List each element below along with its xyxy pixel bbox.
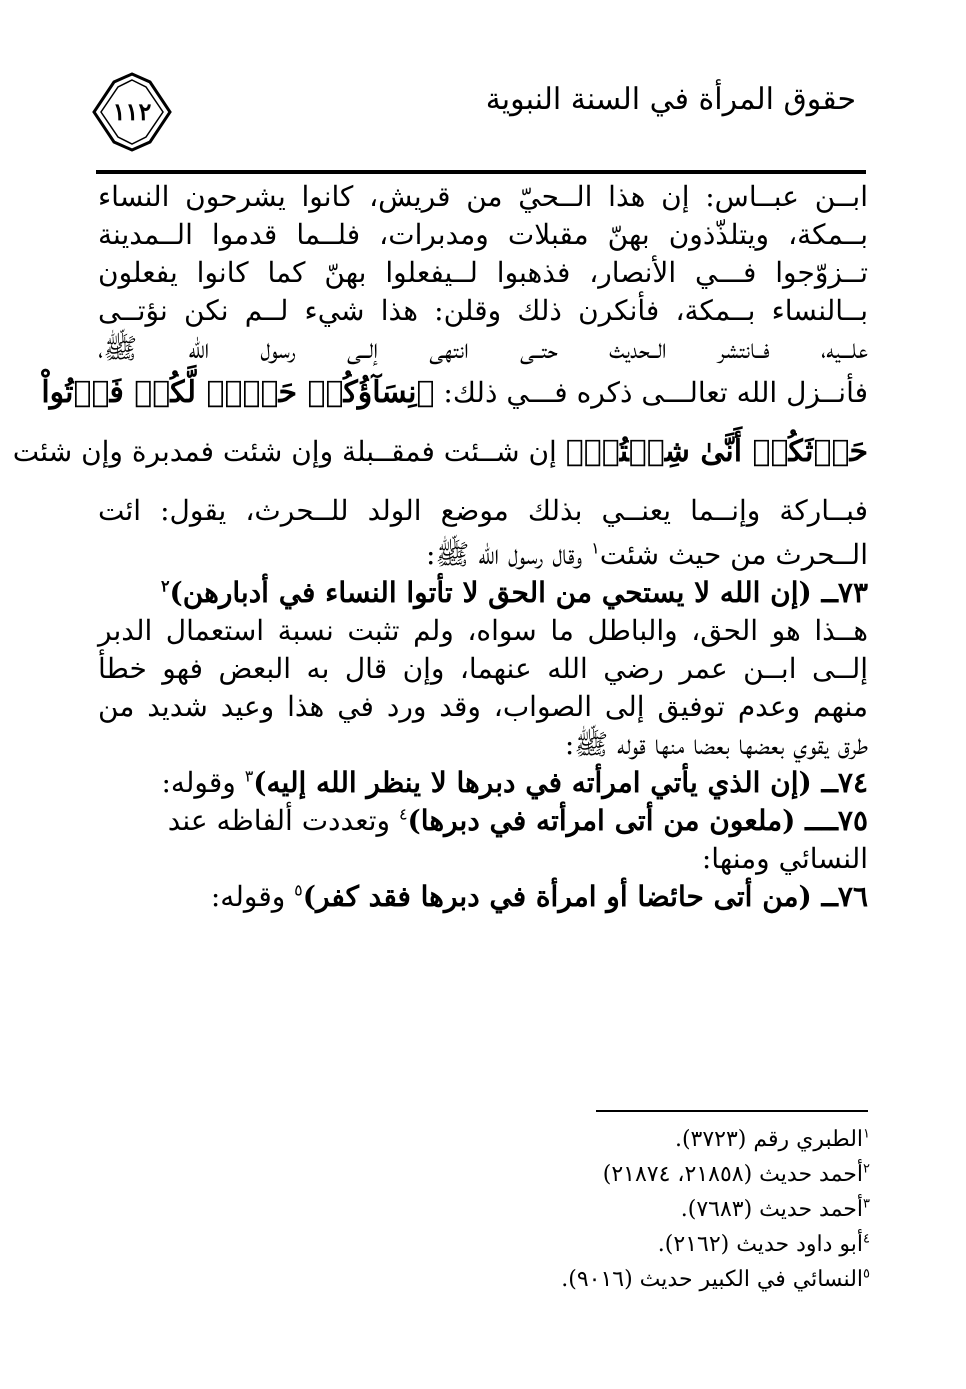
page-number-badge [92, 72, 172, 152]
footnote-ref: ٤ [398, 804, 408, 824]
footnote [561, 1192, 870, 1227]
hadith-number: ٧٤ــ [811, 766, 868, 799]
text-line: طرق يقوي بعضها بعضا منها قوله ﷺ: [564, 728, 868, 761]
hadith-73 [98, 574, 868, 612]
main-text [12, 178, 869, 916]
footnote-number: ٢ [863, 1161, 870, 1177]
footnote-text: النسائي في الكبير حديث (٩٠١٦). [561, 1267, 864, 1292]
text-line: إلــى ابــن عمر رضي الله عنهما، وإن قال به البعض فهو خطأ [98, 652, 869, 685]
text-line: بــمكة، ويتلذّذون بهنّ مقبلات ومدبرات، فلــما قدموا الــمدينة [98, 218, 868, 251]
text-segment: وقوله: [210, 880, 295, 913]
text-line [41, 368, 868, 418]
hadith-text: (من أتى حائضا أو امرأة في دبرها فقد كفر) [302, 880, 812, 913]
text-segment: وقوله: [161, 766, 245, 799]
text-line: ابــن عبــاس: إن هذا الــحيّ من قريش، كانوا يشرحون النساء [98, 180, 868, 213]
text-segment: فأنــزل الله تعالـــى ذكره فـــي ذلك: [434, 376, 868, 409]
text-segment: وتعددت ألفاظه عند [167, 804, 399, 837]
footnote [561, 1157, 870, 1192]
footnote-ref: ٥ [294, 880, 303, 900]
text-segment: الــحرث من حيث شئت [599, 538, 868, 571]
text-line: تــزوّجوا فـــي الأنصار، فذهبوا لــيفعلوا بهنّ كما كانوا يفعلون [98, 256, 868, 289]
page-number: ١١٢ [112, 97, 152, 126]
footnote-divider [596, 1110, 868, 1112]
text-line: بــالنساء بــمكة، فأنكرن ذلك وقلن: هذا شيء لــم نكن نؤتــى [98, 294, 868, 327]
quran-verse: ﴿نِسَآؤُكُمۡ حَرۡثٞ لَّكُمۡ فَأۡتُواْ [41, 375, 435, 410]
text-segment: وقال رسول الله ﷺ: [426, 538, 592, 571]
footnote-number: ١ [863, 1126, 870, 1142]
footnote-text: الطبري رقم (٣٧٢٣). [674, 1127, 864, 1152]
header-divider [96, 170, 866, 174]
text-line [98, 536, 868, 574]
running-header-title: حقوق المرأة في السنة النبوية [485, 82, 856, 117]
footnote-text: أحمد حديث (٢١٨٥٨، ٢١٨٧٤) [602, 1162, 864, 1187]
hadith-text: (إن الذي يأتي امرأته في دبرها لا ينظر الله إليه) [253, 766, 812, 799]
footnote [561, 1262, 870, 1297]
quran-verse: حَرۡثَكُمۡ أَنَّىٰ شِئۡتُمۡ﴾ [565, 434, 868, 469]
text-segment: إن شــئت فمقــبلة وإن شئت فمدبرة وإن شئت [12, 435, 566, 468]
footnote [561, 1227, 870, 1262]
text-line: علـــيه، فــانتشر الــحديث حتــى انتهى إلــى رسول الله ﷺ، [98, 332, 868, 365]
text-line: فبــاركة وإنــما يعنــي بذلك موضع الولد للــحرث، يقول: ائت [98, 494, 868, 527]
footnote-ref: ٣ [244, 766, 254, 786]
hadith-74 [98, 764, 868, 802]
footnote-text: أحمد حديث (٧٦٨٣). [680, 1197, 864, 1222]
hadith-75 [98, 802, 868, 840]
footnote-ref: ٢ [160, 576, 170, 596]
hadith-76 [98, 878, 868, 916]
footnote-number: ٤ [863, 1231, 870, 1247]
footnote-number: ٣ [863, 1196, 870, 1212]
hadith-number: ٧٦ــ [811, 880, 868, 913]
footnote-number: ٥ [863, 1266, 870, 1282]
hadith-number: ٧٣ــ [811, 576, 868, 609]
footnote [561, 1122, 870, 1157]
hadith-text: (ملعون من أتى امرأته في دبرها) [407, 804, 796, 837]
footnote-text: أبو داود حديث (٢١٦٢). [657, 1232, 864, 1257]
text-line: منهم وعدم توفيق إلى الصواب، وقد ورد في هذا وعيد شديد من [98, 690, 868, 723]
hadith-number: ٧٥ــــ [795, 804, 868, 837]
text-line: النسائي ومنها: [701, 842, 868, 875]
footnote-ref: ١ [591, 538, 600, 558]
footnotes [561, 1122, 870, 1297]
text-line: هــذا هو الحق، والباطل ما سواه، ولم تثبت نسبة استعمال الدبر [98, 614, 868, 647]
text-line [12, 418, 868, 486]
hadith-text: (إن الله لا يستحي من الحق لا تأتوا النساء في أدبارهن) [169, 576, 812, 609]
